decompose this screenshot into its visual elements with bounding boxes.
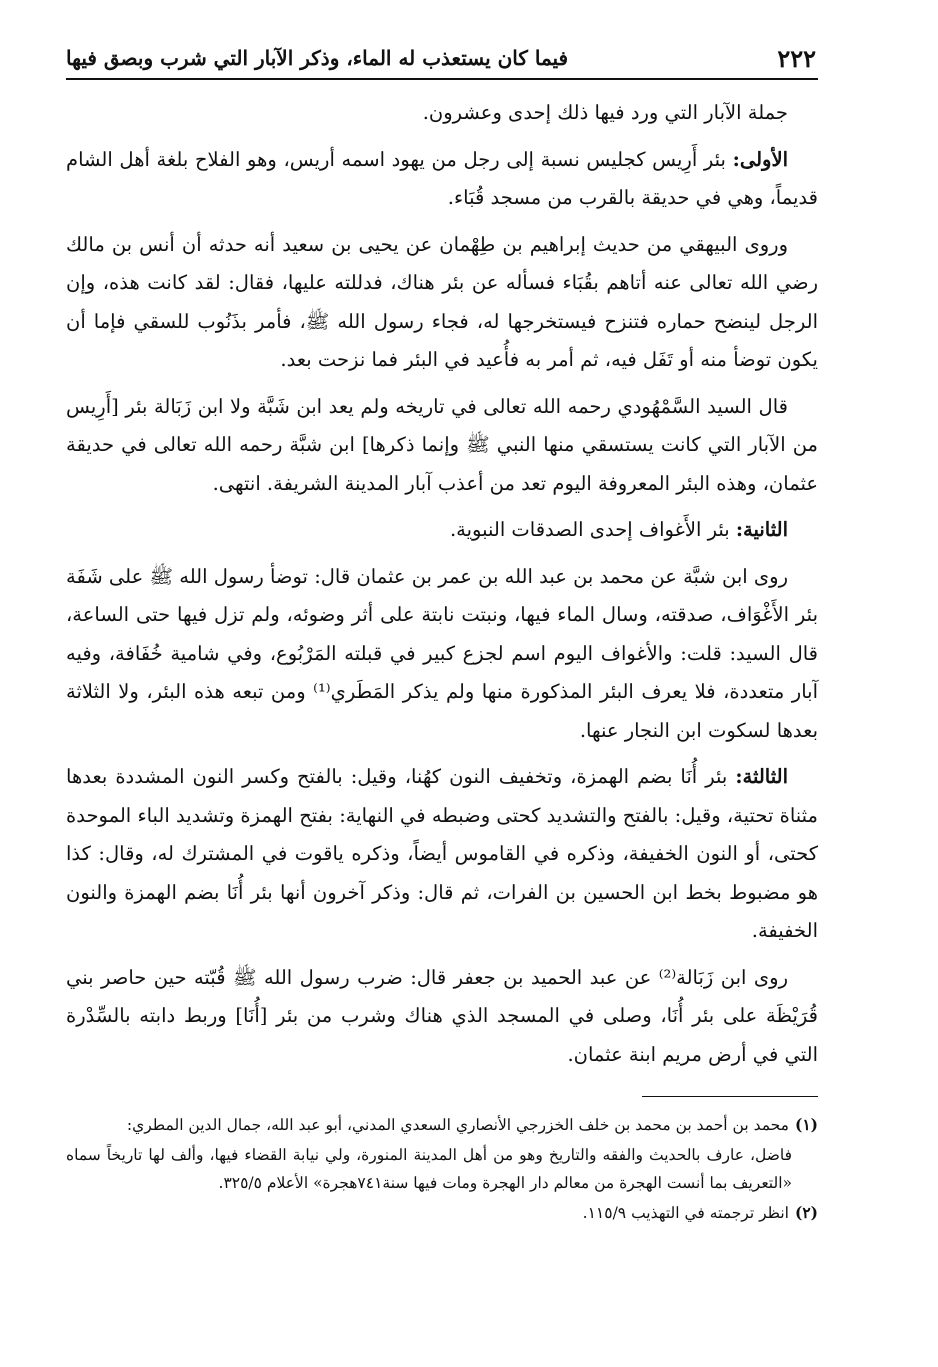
footnote [66,1111,818,1139]
paragraph-text: بئر الأَغواف إحدى الصدقات النبوية. [449,518,736,541]
section-heading: الثالثة: [735,765,788,788]
paragraph [66,388,818,504]
paragraph-text: بئر أَرِيس كجليس نسبة إلى رجل من يهود اسمه أريس، وهو الفلاح بلغة أهل الشام قديماً، وهي في حديقة بالقرب من مسجد قُبَاء. [66,147,818,209]
page-number: ٢٢٢ [777,43,816,73]
footnote-number: (١) [794,1115,818,1134]
footnotes [66,1111,818,1227]
page-header [66,38,818,80]
book-page [66,38,818,1227]
footnote-number: (٢) [794,1203,818,1222]
section-heading: الأولى: [732,147,788,171]
paragraph-text: روى ابن زَبَالة⁽²⁾ عن عبد الحميد بن جعفر قال: ضرب رسول الله ﷺ قُبّته حين حاصر بني قُرَيْظَة على بئر أُنَا، وصلى في المسجد الذي هناك وشرب من بئر [أُنَا] وربط دابته بالسِّدْرة التي في أرض مريم ابنة عثمان. [66,965,818,1066]
footnote-separator [642,1096,818,1097]
footnote [66,1199,818,1227]
paragraph [66,558,818,751]
paragraph-text: روى ابن شبَّة عن محمد بن عبد الله بن عمر بن عثمان قال: توضأ رسول الله ﷺ على شَفَة بئر الأَغْوَاف، صدقته، وسال الماء فيها، ونبتت نابتة على أثر وضوئه، ولم تزل فيها حتى الساعة، قال السيد: قلت: والأغواف اليوم اسم لجزع كبير في قبلته المَرْبُوع، وفي شامية خُفَافة، وفيه آبار متعددة، فلا يعرف البئر المذكورة منها ولم يذكر المَطَري⁽¹⁾ ومن تبعه هذه البئر، ولا الثلاثة بعدها لسكوت ابن النجار عنها. [66,564,818,742]
paragraph [66,141,818,218]
main-text [66,94,818,1074]
paragraph-text: بئر أُنَا بضم الهمزة، وتخفيف النون كهُنا، وقيل: بالفتح وكسر النون المشددة بعدها مثناة تحتية، وقيل: بالفتح والتشديد كحتى وضبطه في النهاية: بفتح الهمزة وتشديد الباء الموحدة كحتى، أو النون الخفيفة، وذكره في القاموس أيضاً، وذكره ياقوت في المشترك له، وقال: كذا هو مضبوط بخط ابن الحسين بن الفرات، ثم قال: وذكر آخرون أنها بئر أُنَا بضم الهمزة والنون الخفيفة. [66,765,818,942]
paragraph-text: جملة الآبار التي ورد فيها ذلك إحدى وعشرون. [422,101,788,124]
paragraph [66,959,818,1075]
paragraph-text: قال السيد السَّمْهُودي رحمه الله تعالى في تاريخه ولم يعد ابن شَبَّة ولا ابن زَبَالة بئر [أَرِيس من الآبار التي كانت يستسقي منها النبي ﷺ وإنما ذكرها] ابن شبَّة رحمه الله تعالى في حديقة عثمان، وهذه البئر المعروفة اليوم تعد من أعذب آبار المدينة الشريفة. انتهى. [66,394,818,495]
paragraph [66,758,818,951]
paragraph [66,94,818,133]
paragraph [66,226,818,380]
section-heading: الثانية: [735,518,788,541]
paragraph [66,511,818,550]
paragraph-text: وروى البيهقي من حديث إبراهيم بن طِهْمان عن يحيى بن سعيد أنه حدثه أن أنس بن مالك رضي الله تعالى عنه أتاهم بقُبَاء فسأله عن بئر هناك، فدللته عليها، فقال: لقد كانت هذه، وإن الرجل لينضح حماره فتنزح فيستخرجها له، فجاء رسول الله ﷺ، فأمر بذَنُوب للسقي فإما أن يكون توضأ منه أو تَفَل فيه، ثم أمر به فأُعيد في البئر فما نزحت بعد. [66,232,818,371]
running-title: فيما كان يستعذب له الماء، وذكر الآبار التي شرب وبصق فيها [66,46,569,70]
footnote-continuation: فاضل، عارف بالحديث والفقه والتاريخ وهو من أهل المدينة المنورة، ولي نيابة القضاء فيها، وألف لها تاريخاً سماه «التعريف بما أنست الهجرة من معالم دار الهجرة ومات فيها سنة٧٤١هجرة» الأعلام ٣٢٥/٥. [66,1146,792,1192]
footnote-text: انظر ترجمته في التهذيب ١١٥/٩. [582,1204,789,1222]
footnote-text: محمد بن أحمد بن محمد بن خلف الخزرجي الأنصاري السعدي المدني، أبو عبد الله، جمال الدين المطري: [126,1116,789,1134]
